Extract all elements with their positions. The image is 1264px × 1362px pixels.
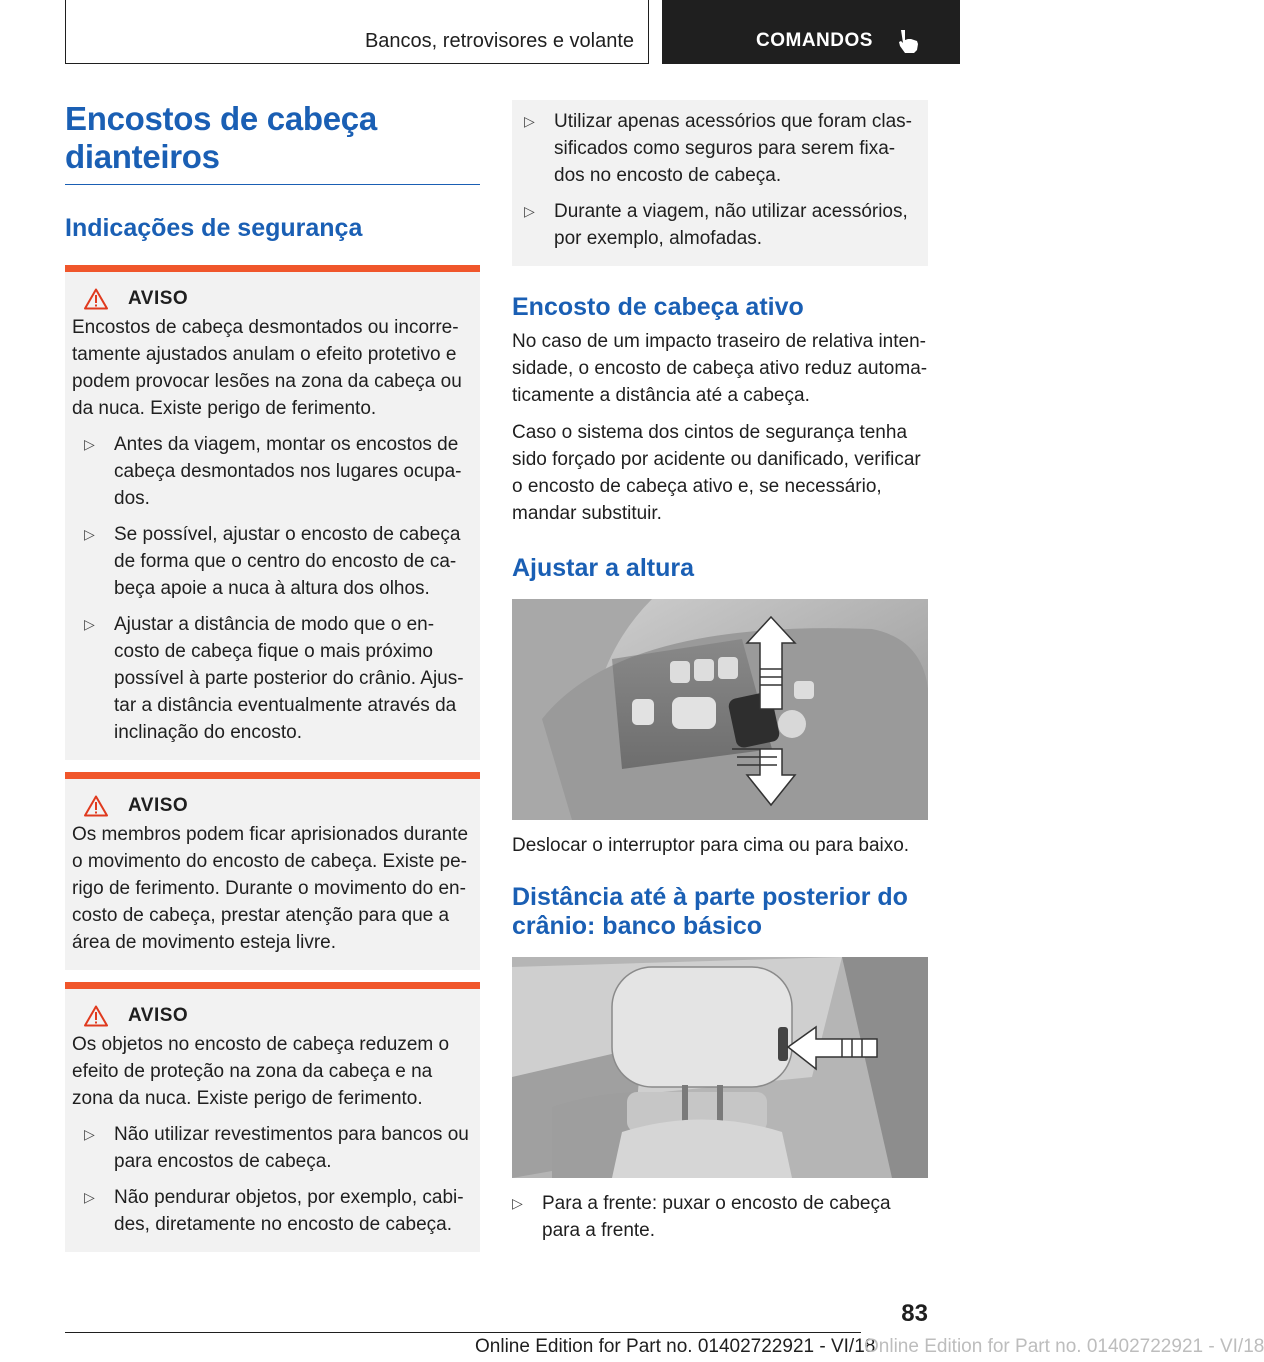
list-item-text: Não pendurar objetos, por exemplo, cabi-des, diretamente no encosto de cabeça. xyxy=(114,1187,464,1235)
warning-header xyxy=(72,288,473,310)
seat-switch-photo xyxy=(512,599,928,820)
bullet-triangle-icon: ▷ xyxy=(84,1189,95,1205)
list-item-text: Durante a viagem, não utilizar acessórios, por exemplo, almofadas. xyxy=(554,201,908,249)
warning-label: AVISO xyxy=(128,1005,189,1026)
bullet-triangle-icon: ▷ xyxy=(512,1195,523,1211)
warning-text: Os membros podem ficar aprisionados durante o movimento do encosto de cabeça. Existe pe-rigo de ferimento. Durante o movimento do en-costo de cabeça, prestar atenção para que a área de movimento esteja livre. xyxy=(72,824,469,953)
list-item xyxy=(512,108,918,189)
height-heading: Ajustar a altura xyxy=(512,554,695,582)
list-item-text: Para a frente: puxar o encosto de cabeça para a frente. xyxy=(542,1193,891,1241)
list-item-text: Não utilizar revestimentos para bancos ou para encostos de cabeça. xyxy=(114,1124,469,1172)
list-item xyxy=(512,1190,928,1244)
warning-header xyxy=(72,1005,473,1027)
distance-heading-line1: Distância até à parte posterior do xyxy=(512,883,908,911)
distance-heading xyxy=(512,883,928,941)
bullet-triangle-icon: ▷ xyxy=(84,616,95,632)
page-title xyxy=(65,100,480,176)
title-rule xyxy=(65,184,480,185)
list-item-text: Utilizar apenas acessórios que foram clas-sificados como seguros para serem fixa-dos no encosto de cabeça. xyxy=(554,111,912,186)
warning-triangle-icon xyxy=(84,1005,108,1027)
list-item xyxy=(72,1184,473,1238)
footer-rule xyxy=(65,1332,861,1333)
safety-heading: Indicações de segurança xyxy=(65,214,363,242)
warning-text: Encostos de cabeça desmontados ou incorre-tamente ajustados anulam o efeito protetivo e podem provocar lesões na zona da cabeça ou da nuca. Existe perigo de ferimento. xyxy=(72,317,462,419)
header-rule-middle xyxy=(648,0,649,64)
left-column xyxy=(65,100,480,1252)
page-title-line2: dianteiros xyxy=(65,138,220,175)
list-item-text: Antes da viagem, montar os encostos de cabeça desmontados nos lugares ocupa-dos. xyxy=(114,434,462,509)
warning-text: Os objetos no encosto de cabeça reduzem o efeito de proteção na zona da cabeça e na zona da nuca. Existe perigo de ferimento. xyxy=(72,1034,450,1109)
active-headrest-paragraph-2: Caso o sistema dos cintos de segurança tenha sido forçado por acidente ou danificado, verificar o encosto de cabeça ativo e, se necessário, mandar substituir. xyxy=(512,422,921,524)
list-item-text: Ajustar a distância de modo que o en-costo de cabeça fique o mais próximo possível à parte posterior do crânio. Ajus-tar a distância eventualmente através da inclinação do encosto. xyxy=(114,614,464,743)
page-number: 83 xyxy=(901,1300,928,1327)
warning-box-3 xyxy=(65,982,480,1252)
chapter-tab-label: COMANDOS xyxy=(756,30,873,51)
bullet-triangle-icon: ▷ xyxy=(524,113,535,129)
bullet-triangle-icon: ▷ xyxy=(84,1126,95,1142)
warning-box-1 xyxy=(65,265,480,760)
active-headrest-paragraph-1: No caso de um impacto traseiro de relativa inten-sidade, o encosto de cabeça ativo reduz automa-ticamente a distância até a cabeça. xyxy=(512,331,928,406)
bullet-triangle-icon: ▷ xyxy=(524,203,535,219)
warning-triangle-icon xyxy=(84,795,108,817)
header-section-title: Bancos, retrovisores e volante xyxy=(364,30,634,52)
bullet-triangle-icon: ▷ xyxy=(84,526,95,542)
page-title-line1: Encostos de cabeça xyxy=(65,100,377,137)
list-item xyxy=(72,521,473,602)
height-caption: Deslocar o interruptor para cima ou para baixo. xyxy=(512,835,910,856)
header-rule-left xyxy=(65,0,66,64)
list-item-text: Se possível, ajustar o encosto de cabeça de forma que o centro do encosto de ca-beça apoie a nuca à altura dos olhos. xyxy=(114,524,461,599)
headrest-illustration xyxy=(512,957,928,1178)
chapter-tab xyxy=(662,0,960,64)
warning-header xyxy=(72,795,473,817)
list-item xyxy=(72,431,473,512)
right-column xyxy=(512,100,928,1244)
warning-label: AVISO xyxy=(128,288,189,309)
warning-continuation-box xyxy=(512,100,928,266)
list-item xyxy=(512,198,918,252)
active-headrest-heading: Encosto de cabeça ativo xyxy=(512,293,804,321)
distance-heading-line2: crânio: banco básico xyxy=(512,912,763,940)
list-item xyxy=(72,611,473,746)
warning-box-2 xyxy=(65,772,480,970)
header-rule-bottom xyxy=(65,63,649,64)
bullet-triangle-icon: ▷ xyxy=(84,436,95,452)
pointing-hand-icon xyxy=(896,28,922,54)
headrest-photo xyxy=(512,957,928,1178)
footer-edition: Online Edition for Part no. 01402722921 - VI/18 xyxy=(475,1336,876,1357)
warning-label: AVISO xyxy=(128,795,189,816)
seat-switch-illustration xyxy=(512,599,928,820)
warning-triangle-icon xyxy=(84,288,108,310)
watermark: Online Edition for Part no. 01402722921 - VI/18 xyxy=(864,1336,1264,1357)
list-item xyxy=(72,1121,473,1175)
